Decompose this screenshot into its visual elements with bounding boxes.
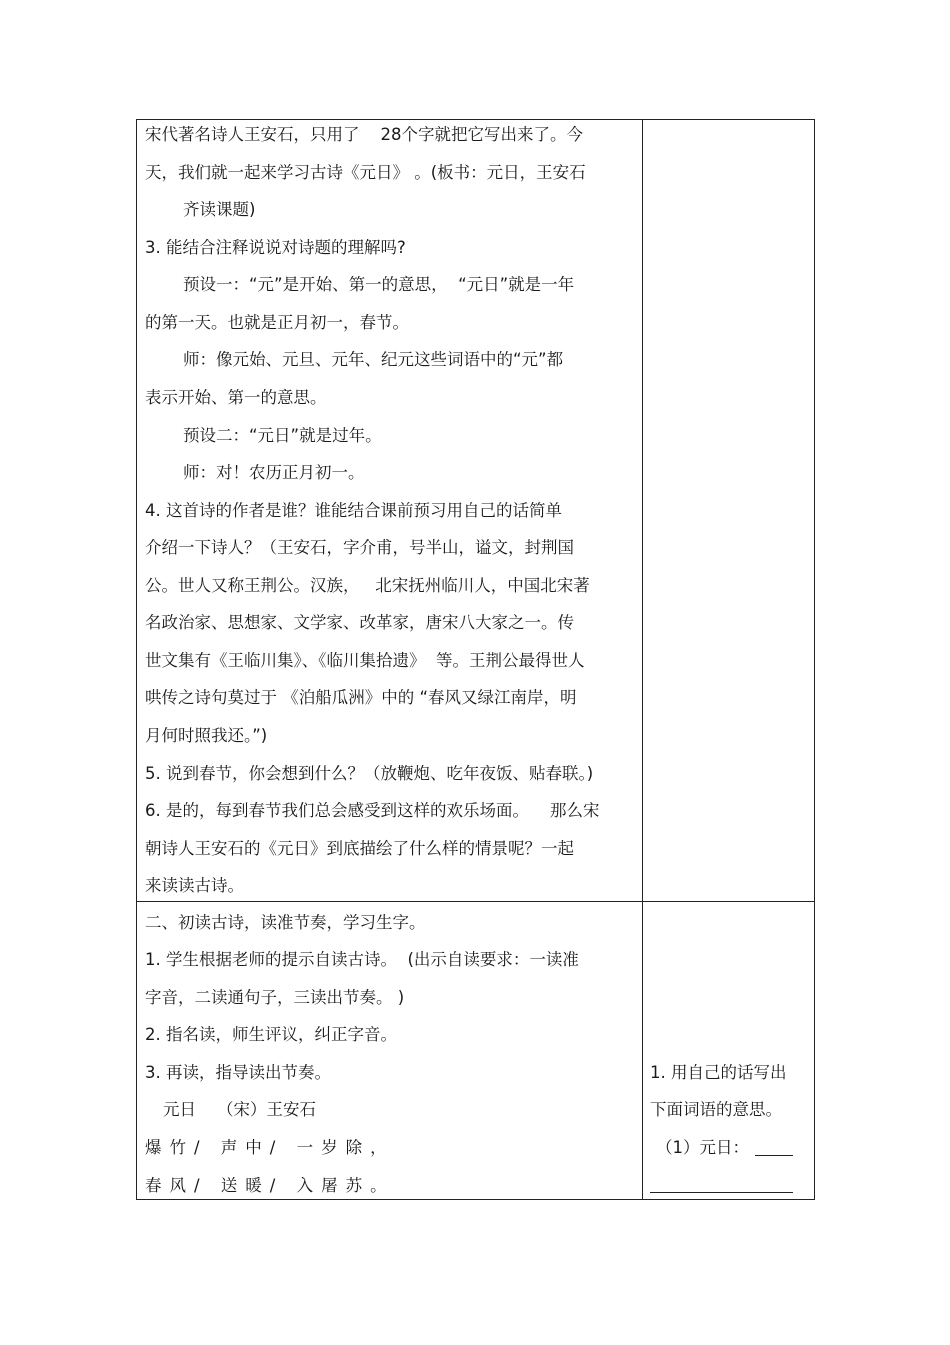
- text-line: 3. 再读，指导读出节奏。: [145, 1063, 331, 1082]
- poem-title: 元日 （宋）王安石: [163, 1100, 316, 1119]
- text-line: 师：对！农历正月初一。: [183, 463, 365, 482]
- poem-line: 春风/ 送暖/ 入屠苏。: [145, 1176, 395, 1195]
- text-line: 宋代著名诗人王安石，只用了 28个字就把它写出来了。今: [145, 125, 583, 144]
- exercise-instruction: 下面词语的意思。: [650, 1100, 782, 1119]
- row-divider: [137, 901, 814, 902]
- text-line: 的第一天。也就是正月初一，春节。: [145, 313, 409, 332]
- text-line: 齐读课题): [183, 200, 256, 219]
- poem-line: 爆竹/ 声中/ 一岁除，: [145, 1138, 395, 1157]
- text-line: 来读读古诗。: [145, 876, 244, 895]
- text-line: 5. 说到春节，你会想到什么？（放鞭炮、吃年夜饭、贴春联。): [145, 764, 594, 783]
- text-line: 月何时照我还。”): [145, 726, 268, 745]
- text-line: 4. 这首诗的作者是谁？谁能结合课前预习用自己的话简单: [145, 501, 562, 520]
- text-line: 预设二：“元日”就是过年。: [183, 426, 382, 445]
- text-line: 字音，二读通句子，三读出节奏。 ): [145, 988, 405, 1007]
- text-line: 3. 能结合注释说说对诗题的理解吗?: [145, 238, 406, 257]
- text-line: 表示开始、第一的意思。: [145, 388, 327, 407]
- text-line: 2. 指名读，师生评议，纠正字音。: [145, 1025, 397, 1044]
- column-divider: [642, 120, 643, 1199]
- text-line: 天，我们就一起来学习古诗《元日》 。(板书：元日，王安石: [145, 163, 586, 182]
- text-line: 名政治家、思想家、文学家、改革家，唐宋八大家之一。传: [145, 613, 574, 632]
- section-heading: 二、初读古诗，读准节奏，学习生字。: [145, 913, 426, 932]
- text-line: 世文集有《王临川集》、《临川集拾遗》 等。王荆公最得世人: [145, 651, 585, 670]
- text-line: 预设一：“元”是开始、第一的意思， “元日”就是一年: [183, 275, 575, 294]
- text-line: 师：像元始、元旦、元年、纪元这些词语中的“元”都: [183, 350, 564, 369]
- exercise-instruction: 1. 用自己的话写出: [650, 1063, 787, 1082]
- answer-blank[interactable]: [755, 1155, 793, 1156]
- text-line: 6. 是的，每到春节我们总会感受到这样的欢乐场面。 那么宋: [145, 801, 600, 820]
- text-line: 介绍一下诗人？（王安石，字介甫，号半山，谥文，封荆国: [145, 538, 574, 557]
- text-line: 公。世人又称王荆公。汉族， 北宋抚州临川人，中国北宋著: [145, 576, 590, 595]
- text-line: 哄传之诗句莫过于 《泊船瓜洲》中的 “春风又绿江南岸，明: [145, 688, 577, 707]
- text-line: 1. 学生根据老师的提示自读古诗。 (出示自读要求：一读准: [145, 950, 579, 969]
- exercise-question: （1）元日：: [656, 1138, 749, 1157]
- text-line: 朝诗人王安石的《元日》到底描绘了什么样的情景呢？一起: [145, 839, 574, 858]
- answer-blank[interactable]: [650, 1192, 793, 1193]
